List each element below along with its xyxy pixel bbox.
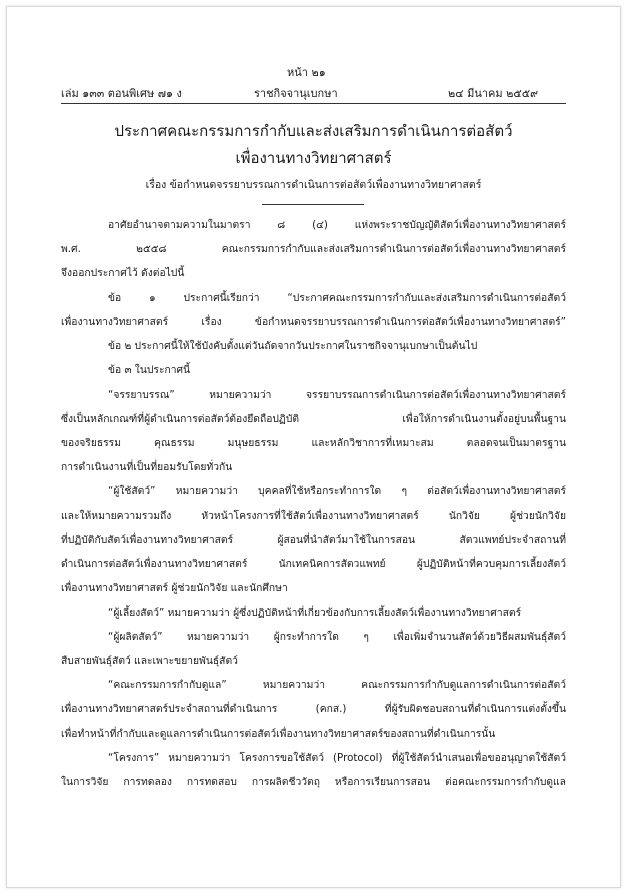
body-line: ซึ่งเป็นหลักเกณฑ์ที่ผู้ดำเนินการต่อสัตว์ต้องยึดถือปฏิบัติ เพื่อให้การดำเนินงานตั้งอยู่บนพื้นฐาน	[61, 413, 566, 425]
body-line: ที่ปฏิบัติกับสัตว์เพื่องานทางวิทยาศาสตร์ ผู้สอนที่นำสัตว์มาใช้ในการสอน สัตวแพทย์ประจำสถานที่	[61, 534, 566, 546]
definition-animal-keeper: “ผู้เลี้ยงสัตว์” หมายความว่า ผู้ซึ่งปฏิบัติหน้าที่เกี่ยวข้องกับการเลี้ยงสัตว์เพื่องานทางวิทยาศาสตร์	[108, 607, 522, 619]
volume-issue: เล่ม ๑๓๓ ตอนพิเศษ ๗๑ ง	[61, 87, 182, 100]
body-line: การดำเนินงานที่เป็นที่ยอมรับโดยทั่วกัน	[61, 461, 233, 473]
definition-animal-user: “ผู้ใช้สัตว์” หมายความว่า บุคคลที่ใช้หรือกระทำการใด ๆ ต่อสัตว์เพื่องานทางวิทยาศาสตร์	[108, 485, 566, 497]
announcement-title-line2: เพื่องานทางวิทยาศาสตร์	[235, 149, 392, 167]
clause-1: ข้อ ๑ ประกาศนี้เรียกว่า “ประกาศคณะกรรมการกำกับและส่งเสริมการดำเนินการต่อสัตว์	[108, 292, 566, 304]
body-line: จึงออกประกาศไว้ ดังต่อไปนี้	[61, 267, 185, 279]
body-line: พ.ศ. ๒๕๕๘ คณะกรรมการกำกับและส่งเสริมการดำเนินการต่อสัตว์เพื่องานทางวิทยาศาสตร์	[61, 243, 566, 255]
clause-3: ข้อ ๓ ในประกาศนี้	[108, 364, 191, 376]
body-line: ในการวิจัย การทดลอง การทดสอบ การผลิตชีววัตถุ หรือการเรียนการสอน ต่อคณะกรรมการกำกับดูแล	[61, 776, 566, 788]
body-line: อาศัยอำนาจตามความในมาตรา ๘ (๔) แห่งพระราชบัญญัติสัตว์เพื่องานทางวิทยาศาสตร์	[108, 219, 566, 231]
page-number: หน้า ๒๑	[287, 66, 326, 79]
definition-code-of-conduct: “จรรยาบรรณ” หมายความว่า จรรยาบรรณการดำเนินการต่อสัตว์เพื่องานทางวิทยาศาสตร์	[108, 389, 566, 401]
definition-supervisory-committee: “คณะกรรมการกำกับดูแล” หมายความว่า คณะกรรมการกำกับดูแลการดำเนินการต่อสัตว์	[108, 679, 566, 691]
body-line: สืบสายพันธุ์สัตว์ และเพาะขยายพันธุ์สัตว์	[61, 655, 238, 667]
body-line: ดำเนินการต่อสัตว์เพื่องานทางวิทยาศาสตร์ นักเทคนิคการสัตวแพทย์ ผู้ปฏิบัติหน้าที่ควบคุมการเลี้ยงสัตว์	[61, 558, 566, 570]
subject-divider	[262, 204, 364, 205]
body-line: ของจริยธรรม คุณธรรม มนุษยธรรม และหลักวิชาการที่เหมาะสม ตลอดจนเป็นมาตรฐาน	[61, 437, 566, 449]
announcement-subject: เรื่อง ข้อกำหนดจรรยาบรรณการดำเนินการต่อสัตว์เพื่องานทางวิทยาศาสตร์	[145, 179, 482, 191]
gazette-name: ราชกิจจานุเบกษา	[254, 87, 338, 100]
header-rule	[61, 103, 566, 104]
definition-animal-producer: “ผู้ผลิตสัตว์” หมายความว่า ผู้กระทำการใด ๆ เพื่อเพิ่มจำนวนสัตว์ด้วยวิธีผสมพันธุ์สัตว์	[108, 631, 566, 643]
definition-project: “โครงการ” หมายความว่า โครงการขอใช้สัตว์ (Protocol) ที่ผู้ใช้สัตว์นำเสนอเพื่อขออนุญาตใช้สัตว์	[108, 752, 566, 764]
announcement-title-line1: ประกาศคณะกรรมการกำกับและส่งเสริมการดำเนินการต่อสัตว์	[114, 122, 513, 140]
body-line: เพื่องานทางวิทยาศาสตร์ ผู้ช่วยนักวิจัย และนักศึกษา	[61, 582, 288, 594]
body-line: เพื่องานทางวิทยาศาสตร์ประจำสถานที่ดำเนินการ (คกส.) ที่ผู้รับผิดชอบสถานที่ดำเนินการแต่งตั้งขึ้น	[61, 703, 566, 715]
body-line: และให้หมายความรวมถึง หัวหน้าโครงการที่ใช้สัตว์เพื่องานทางวิทยาศาสตร์ นักวิจัย ผู้ช่วยนักวิจัย	[61, 510, 566, 522]
clause-2: ข้อ ๒ ประกาศนี้ให้ใช้บังคับตั้งแต่วันถัดจากวันประกาศในราชกิจจานุเบกษาเป็นต้นไป	[108, 340, 478, 352]
body-line: เพื่องานทางวิทยาศาสตร์ เรื่อง ข้อกำหนดจรรยาบรรณการดำเนินการต่อสัตว์เพื่องานทางวิทยาศาสตร์”	[61, 316, 566, 328]
publication-date: ๒๔ มีนาคม ๒๕๕๙	[448, 87, 539, 100]
body-line: เพื่อทำหน้าที่กำกับและดูแลการดำเนินการต่อสัตว์เพื่องานทางวิทยาศาสตร์ของสถานที่ดำเนินการนั้น	[61, 728, 496, 740]
